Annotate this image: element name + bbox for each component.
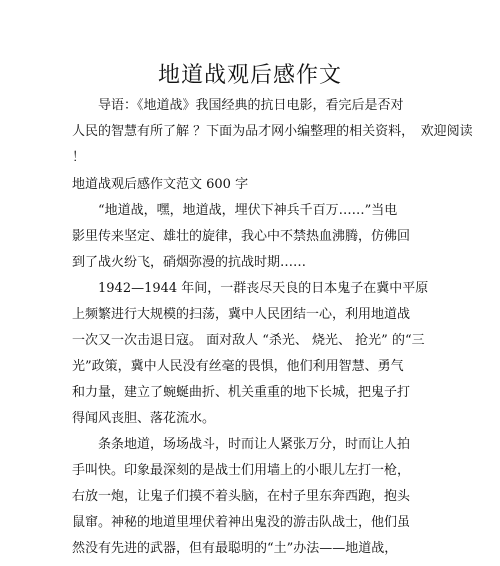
text-line: 1942—1944 年间，一群丧尽天良的日本鬼子在冀中平原	[72, 281, 429, 296]
text-line: 然没有先进的武器，但有最聪明的“土”办法——地道战，	[72, 541, 398, 556]
text-line: 光”政策，冀中人民没有丝毫的畏惧，他们利用智慧、勇气	[72, 359, 404, 374]
text-line: “地道战，嘿，地道战，埋伏下神兵千百万……”当电	[72, 203, 398, 218]
text-line: 鼠窜。神秘的地道里埋伏着神出鬼没的游击队战士，他们虽	[72, 515, 411, 530]
text-line: 一次又一次击退日寇。 面对敌人 “杀光、 烧光、 抢光” 的“三	[72, 333, 425, 348]
text-line: 地道战观后感作文范文 600 字	[72, 177, 249, 192]
text-line: 手叫快。印象最深刻的是战士们用墙上的小眼儿左打一枪，	[72, 463, 411, 478]
text-line: ！	[72, 150, 86, 165]
document-title: 地道战观后感作文	[157, 63, 342, 88]
text-line: 上频繁进行大规模的扫荡，冀中人民团结一心，利用地道战	[72, 307, 411, 322]
text-line: 人民的智慧有所了解 ？下面为品才网小编整理的相关资料， 欢迎阅读	[72, 124, 473, 139]
text-line: 导语：《地道战》我国经典的抗日电影，看完后是否对	[72, 98, 404, 113]
text-line: 和力量，建立了蜿蜒曲折、机关重重的地下长城，把鬼子打	[72, 385, 411, 400]
text-line: 条条地道，场场战斗，时而让人紧张万分，时而让人拍	[72, 437, 411, 452]
text-line: 右放一炮，让鬼子们摸不着头脑，在村子里东奔西跑，抱头	[72, 489, 411, 504]
text-line: 得闻风丧胆、落花流水。	[72, 411, 216, 426]
text-line: 影里传来坚定、雄壮的旋律，我心中不禁热血沸腾，仿佛回	[72, 229, 411, 244]
text-line: 到了战火纷飞，硝烟弥漫的抗战时期……	[72, 255, 307, 270]
